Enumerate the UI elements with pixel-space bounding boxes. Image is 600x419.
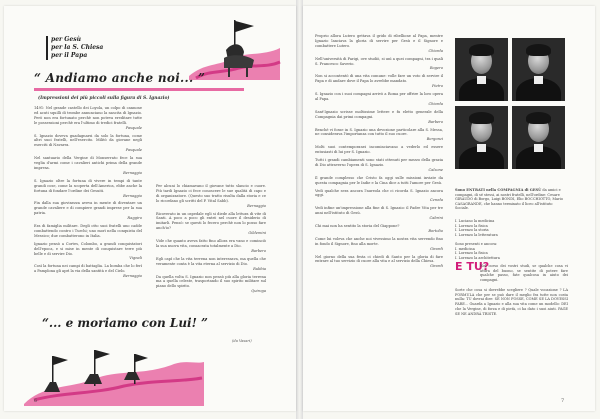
page-number: 6 [34,398,38,404]
author-signature: Bortolio [428,228,443,233]
study-list [455,219,498,237]
list-item: I. Lorenzo la fisica [455,251,488,256]
author-signature: Quiroga [251,289,266,294]
paragraph [34,179,142,199]
author-signature: Barbero [251,248,266,253]
paragraph-text: Come lui voleva che anche noi vivessimo la nostra vita servendo fino in fondo il Signore, fino alla morte. [315,236,443,246]
photo-caption [455,188,567,211]
paragraph [315,176,443,186]
paragraph [34,156,142,176]
caption-text: da amici e compagni, di sé stessi, ai nostri fratelli, nell'ordine: Cesare GIRAUDO di Borgo, Luigi BONDI, Elio BOCCHIOTTO, Mario CASAGRANDE, che hanno terminato il liceo all'istituto Sociale. [455,188,564,211]
paragraph [315,189,443,204]
e-tu-heading: E TU? [455,260,490,273]
motto-line: per il Papa [51,52,88,59]
list-item: I. medicina [455,246,475,251]
paragraph-text: Nell'università di Parigi, ove studiò, si unì a quei compagni, tra i quali S. Francesco Saverio. [315,56,443,66]
list-item: I. Lorenzo la storia [455,228,489,233]
paragraph-text: Ignazio pensò a Cortes, Colombo, a grandi conquistatori dell'epoca, e si mise in mente di conquistare terre più belle e di servire Dio. [34,241,142,256]
paragraph-text: Chi mai non ha sentito la storia del Giappone? [315,224,400,228]
paragraph-text: Tutti i grandi cambiamenti sono stati ottenuti per mezzo della grazia di Dio attraverso l'opera di S. Ignazio. [315,158,443,167]
author-signature: Raggiro [127,216,142,221]
author-signature: Chiorda [428,101,443,106]
list-title: Sono presenti e ancora: [455,242,498,246]
author-signature: Cabrini [429,216,443,221]
motto [51,36,103,60]
paragraph-text: S. Ignazio con i suoi compagni arrivò a Roma per offrire la loro opera al Papa. [315,92,443,101]
paragraph-text: Proprio allora Lutero gettava il grido di ribellione al Papa, mentre Ignazio lanciava la gloria di servire per Gesù e il Signore e combattere Lutero. [315,34,443,48]
paragraph-text: S. Ignazio oltre la fortuna di vivere in tempi di tante grandi cose, come la scoperta dell'America, ebbe anche la fortuna di fondare l'ordine dei Gesuiti. [34,178,142,193]
author-signature: Calzone [428,167,443,172]
author-signature: Gildemini [248,231,266,236]
paragraph [34,201,142,221]
portrait-photo [512,38,565,101]
motto-line: per Gesù [51,36,81,43]
paragraph [315,206,443,221]
paragraph [156,275,266,295]
paragraph-text: Molti suoi contemporanei incominciavano a vederlo ed essere entusiasti di lui per S. Ignazio. [315,145,443,155]
page-title: “ Andiamo anche noi... ” [34,71,206,85]
left-column-2 [156,184,266,297]
paragraph [156,212,266,237]
paragraph [34,106,142,131]
paragraph [315,34,443,54]
portrait-photo [455,106,508,169]
list-item: I. Lorenzo la letteratura [455,232,498,237]
paragraph-text: Vide che quanto aveva fatto fino allora era vano e cominciò la sua nuova vita, consacrata totalmente a Dio. [156,239,266,248]
author-signature: Barbero [428,119,443,124]
paragraph [315,237,443,252]
motto-line: per la S. Chiesa [51,44,104,51]
author-signature: Girardi [429,264,443,269]
author-signature: Bernaggio [123,274,142,279]
portrait-photo [512,106,565,169]
page-subtitle: (Impressioni dei più piccoli sulla figura di S. Ignazio) [38,96,170,101]
author-signature: Pasquale [125,125,142,130]
page-number: 7 [561,398,565,404]
left-column-1 [34,106,142,282]
author-signature: Girardi [429,246,443,251]
paragraph [315,158,443,173]
paragraph [315,255,443,270]
list-item: I. Lorenzo la architettura [455,255,500,260]
author-signature: Pietro [431,84,443,89]
paragraph-text: 1491: Nel grande castello dei Loyola, un colpo di cannone ed acuti squilli di trombe annunciano la nascita di Ignazio. Però non era fortunato perchè non poteva ereditare tutte le possessioni perchè era l'ultimo di tredici fratelli. [34,106,142,125]
left-page [4,6,296,411]
paragraph [315,92,443,107]
paragraph-text: Sant'Ignazio scrisse moltissime lettere e fu eletto generale della Compagnia dai primi compagni. [315,109,443,119]
paragraph [315,57,443,72]
paragraph [34,242,142,262]
motto-bar [46,36,48,60]
portrait-photo [455,38,508,101]
paragraph [315,128,443,143]
author-signature: Pasquale [125,148,142,153]
paragraph-text: Egli capì che la vita terrena non interessava, ma quella che veramente conta è la vita eterna al servizio di Dio. [156,256,266,266]
list-item: I. Luciano la medicina [455,219,495,223]
portrait-grid [455,38,565,172]
author-signature: Rogero [429,66,443,71]
paragraph-text: Nel santuario della Vergine di Monserrato fece la sua veglia d'armi come i cavalieri antichi prima della grande impresa. [34,156,142,170]
author-signature: Rubbia [253,266,266,271]
paragraph-text: Vedi infine un'impressione alla fine di S. Ignazio: il Padre Vita per tre anni nell'istituto di Gesù. [315,206,443,216]
title2-credit: (da Vasari) [232,339,252,343]
paragraph-text: Così la fortuna nei campi di battaglia. La bomba che lo ferì a Pamplona gli aprì la via della santità e del Cielo. [34,264,142,274]
paragraph-text: Per alcuni lo chiamavano il giovane tutto slancio e cuore. Più tardi Ignazio ci fece conoscere le sue qualità di capo e di organizzatore. (Questo suo tratto risulta dalla storia e ce lo ricordano gli scritti del P. Vital Sabb). [156,184,266,203]
author-signature: Chiorda [428,48,443,53]
author-signature: Vignali [129,256,142,261]
paragraph-text: Benchè vi fosse in S. Ignazio una devozione particolare alla S. Messa, ne considerava l'importanza con tutto il suo cuore. [315,127,443,137]
paragraph [315,145,443,155]
paragraph-text: Fin dalla sua giovinezza aveva in mente di diventare un grande cavaliere e di compiere grandi imprese per la sua patria. [34,201,142,216]
author-signature: Bernaggio [123,193,142,198]
author-signature: Bernaggio [123,170,142,175]
right-column-1 [315,34,443,272]
paragraph [34,264,142,279]
author-signature: Bernaggio [247,203,266,208]
paragraph-text: Non si accontentò di una vita comune: volle fare un voto di servire il Papa e di andare dove il Papa lo avrebbe mandato. [315,74,443,84]
caption-title: Sono ENTRATI nella COMPAGNIA di GESÙ [455,188,542,192]
paragraph-text: Il grande complesso che Cristo fa oggi sulle missioni inviate da questa compagnia per le Indie e la Cina dice a tutti l'amore per Gesù. [315,175,443,185]
paragraph [34,224,142,239]
paragraph [156,257,266,272]
battle-illustration [24,334,204,406]
right-page [303,6,595,411]
section-title: “... e moriamo con Lui! ” [42,316,208,330]
author-signature: Bergonzi [426,137,443,142]
paragraph [315,224,443,234]
paragraph-text: Ricoverato in un ospedale egli si diede alla lettura di vite di Santi. A poco a poco gli entrò nel cuore il desiderio di imitarli. Pensò: se questi lo fecero perchè non lo posso fare anch'io? [156,211,266,231]
paragraph [315,74,443,89]
paragraph-text: Nel giorno della sua festa ci chiedi di Santo per la gloria di fare entrare al tuo servizio di cuore alla vita e al servizio della Chiesa. [315,254,443,264]
paragraph [156,184,266,209]
paragraph [156,239,266,254]
author-signature: Cereda [429,198,443,203]
paragraph [34,134,142,154]
e-tu-body: Sorte che cosa si dovrebbe scegliere ? Quale vocazione ? LA FORMULA che per se può dare il meglio fra tutte non costa nulla: TU dovrai dire: SE NON FOSSE, COME SE LA DOVESSI FARE... Guarda a Ignazio e alla sua vita come un modello: DEI che la Vergine, di forza e di pietà, ci ha dato i suoi aiuti. PAGE SE NE ANDRÀ TRISTE. [455,288,568,316]
paragraph-text: Vedi qualche sera ancora l'aureola che ci ricorda S. Ignazio ancora oggi. [315,188,443,198]
paragraph-text: Era di famiglia militare. Degli otto suoi fratelli uno cadde combattendo contro i Turchi; uno morì nella conquista del Messico; due combatterono in Italia. [34,224,142,238]
title-underline [34,88,244,91]
paragraph-text: Da quella volta S. Ignazio non pensò più alla gloria terrena ma a quella celeste, trasportando il suo spirito militare sul piano dello spirito. [156,274,266,289]
study-list-2 [455,242,500,260]
e-tu-text: Nel corso dei vostri studi, se qualche cosa vi attira del buono, se sentite di potere fare qualche passo, fate qualcosa in aiuto dei compagni. [480,264,568,283]
book-gutter [296,0,303,419]
paragraph-text: S. Ignazio doveva guadagnarsi da solo la fortuna, come altri suoi fratelli, nell'esercito. Militò da giovane negli eserciti di Navarra. [34,133,142,148]
list-item: I. Lorenzo la fisica [455,223,488,228]
paragraph [315,110,443,125]
